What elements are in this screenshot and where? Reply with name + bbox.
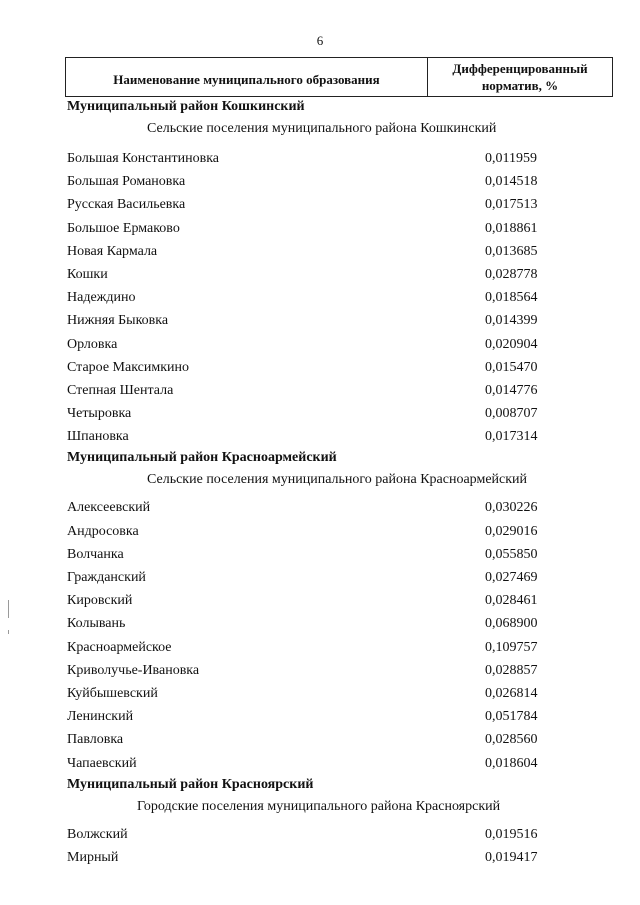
norm-value: 0,015470 [485, 359, 538, 375]
table-row [67, 263, 547, 286]
table-row [67, 496, 547, 519]
table-row [67, 705, 547, 728]
settlement-name: Красноармейское [67, 639, 172, 655]
norm-value: 0,028461 [485, 593, 538, 609]
table-row [67, 520, 547, 543]
table-row [67, 682, 547, 705]
district-title: Муниципальный район Красноармейский [67, 450, 337, 466]
norm-value: 0,008707 [485, 406, 538, 422]
settlement-name: Орловка [67, 336, 118, 352]
district-section-koshkinsky [67, 97, 547, 448]
settlement-name: Степная Шентала [67, 382, 174, 398]
norm-value: 0,028560 [485, 732, 538, 748]
table-row [67, 425, 547, 448]
table-row [67, 846, 547, 869]
norm-value: 0,018604 [485, 755, 538, 771]
settlement-name: Кошки [67, 266, 108, 282]
norms-list [67, 97, 547, 869]
table-row [67, 379, 547, 402]
scan-mark [8, 630, 9, 634]
settlement-name: Волчанка [67, 546, 124, 562]
settlement-name: Шпановка [67, 429, 129, 445]
settlement-name: Большая Константиновка [67, 151, 220, 166]
settlement-heading: Сельские поселения муниципального района Красноармейский [147, 472, 528, 488]
settlement-name: Гражданский [67, 570, 146, 585]
table-row [67, 193, 547, 216]
settlement-name: Андросовка [67, 523, 139, 539]
settlement-name: Мирный [67, 849, 119, 865]
table-row [67, 309, 547, 332]
norm-value: 0,017314 [485, 429, 538, 445]
table-row [67, 217, 547, 240]
norm-value: 0,028857 [485, 662, 538, 678]
table-header [65, 57, 613, 97]
table-row [67, 612, 547, 635]
table-row [67, 752, 547, 775]
district-section-krasnoarmeisky [67, 448, 547, 774]
district-title: Муниципальный район Кошкинский [67, 99, 305, 114]
settlement-name: Новая Кармала [67, 243, 158, 259]
norm-value: 0,018564 [485, 290, 538, 306]
settlement-name: Павловка [67, 732, 124, 748]
norm-value: 0,109757 [485, 639, 538, 655]
table-row [67, 659, 547, 682]
settlement-name: Большая Романовка [67, 174, 186, 190]
table-row [67, 402, 547, 425]
settlement-heading: Городские поселения муниципального района Красноярский [137, 798, 501, 814]
page-number: 6 [316, 33, 324, 48]
table-row [67, 566, 547, 589]
district-section-krasnoyarsky [67, 775, 547, 869]
settlement-name: Куйбышевский [67, 685, 158, 701]
table-row [67, 286, 547, 309]
table-row [67, 543, 547, 566]
norm-value: 0,027469 [485, 570, 538, 585]
norm-value: 0,020904 [485, 336, 538, 352]
settlement-name: Алексеевский [67, 500, 151, 516]
settlement-name: Четыровка [67, 406, 132, 422]
settlement-heading: Сельские поселения муниципального района Кошкинский [147, 121, 497, 136]
table-row [67, 589, 547, 612]
settlement-name: Надеждино [67, 290, 136, 306]
norm-value: 0,026814 [485, 685, 538, 701]
table-row [67, 333, 547, 356]
table-row [67, 356, 547, 379]
settlement-name: Колывань [67, 616, 126, 632]
norm-value: 0,029016 [485, 523, 538, 539]
header-municipality-name: Наименование муниципального образования [66, 58, 428, 96]
norm-value: 0,011959 [485, 151, 537, 166]
table-row [67, 823, 547, 846]
district-title: Муниципальный район Красноярский [67, 776, 314, 792]
norm-value: 0,019516 [485, 826, 538, 842]
norm-value: 0,013685 [485, 243, 538, 259]
settlement-name: Криволучье-Ивановка [67, 662, 200, 678]
norm-value: 0,014399 [485, 313, 538, 329]
settlement-name: Нижняя Быковка [67, 313, 169, 329]
settlement-name: Чапаевский [67, 755, 137, 771]
norm-value: 0,055850 [485, 546, 538, 562]
table-row [67, 240, 547, 263]
norm-value: 0,068900 [485, 616, 538, 632]
norm-value: 0,018861 [485, 220, 538, 236]
norm-value: 0,017513 [485, 197, 538, 213]
norm-value: 0,019417 [485, 849, 538, 865]
table-row [67, 170, 547, 193]
settlement-name: Волжский [67, 826, 128, 842]
header-differentiated-norm: Дифференцированный норматив, % [452, 61, 588, 93]
norm-value: 0,028778 [485, 266, 538, 282]
table-row [67, 728, 547, 751]
settlement-name: Кировский [67, 593, 133, 609]
norm-value: 0,030226 [485, 500, 538, 516]
settlement-name: Старое Максимкино [67, 359, 190, 375]
settlement-name: Русская Васильевка [67, 197, 186, 213]
settlement-name: Большое Ермаково [67, 220, 180, 236]
table-row [67, 636, 547, 659]
scan-mark [8, 600, 9, 618]
norm-value: 0,014518 [485, 174, 538, 190]
norm-value: 0,014776 [485, 382, 538, 398]
norm-value: 0,051784 [485, 709, 538, 725]
table-row [67, 147, 547, 170]
settlement-name: Ленинский [67, 709, 134, 725]
